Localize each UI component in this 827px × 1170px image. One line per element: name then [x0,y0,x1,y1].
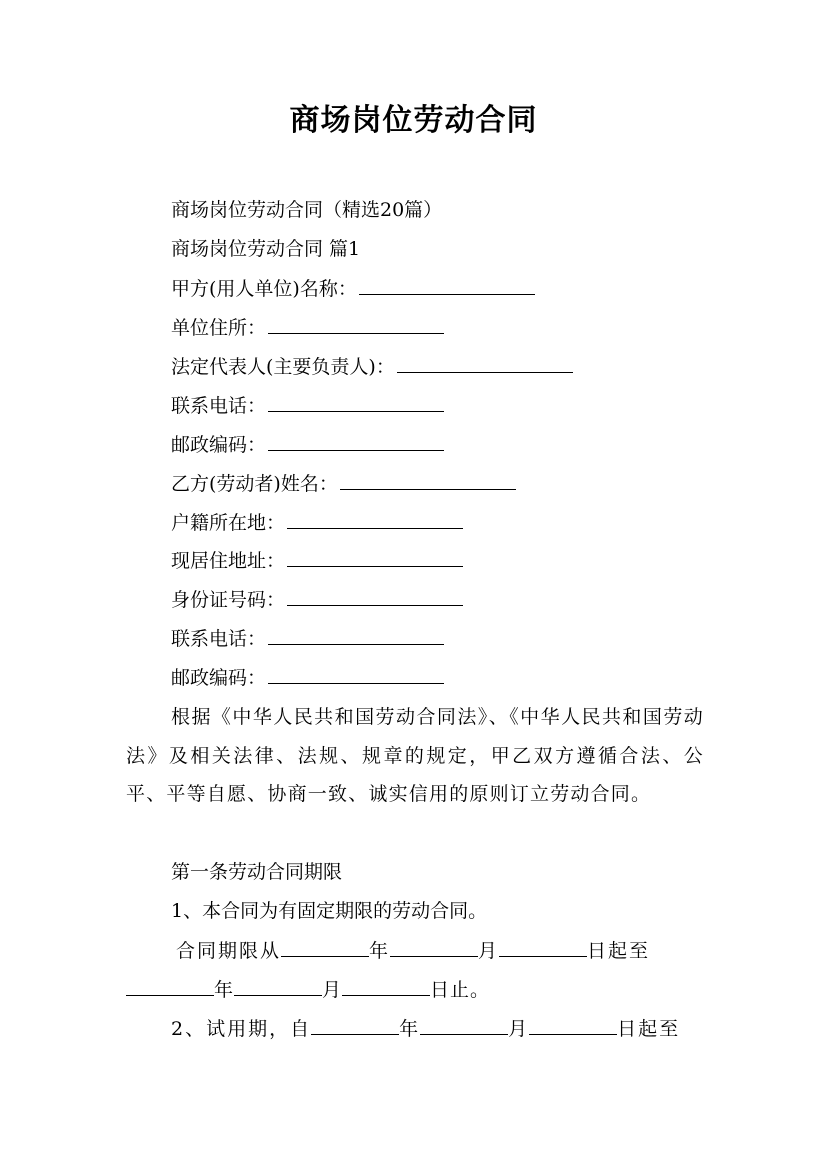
fill-blank [529,1016,617,1035]
term-month-label: 月 [478,940,500,962]
field-party-a-postcode [171,432,444,457]
fill-blank [397,354,573,373]
clause-2-day-from-label: 日起至 [617,1018,681,1040]
field-label: 单位住所： [171,317,267,339]
field-label: 甲方(用人单位)名称： [171,278,357,300]
field-party-a-phone [171,393,444,418]
fill-blank [390,938,478,957]
field-party-b-postcode [171,665,444,690]
document-title: 商场岗位劳动合同 [289,103,538,138]
field-label: 法定代表人(主要负责人)： [171,356,395,378]
fill-blank [126,977,214,996]
fill-blank [359,276,535,295]
fill-blank [234,977,322,996]
fill-blank [287,587,463,606]
field-id-number [171,587,463,612]
term-day-from-label: 日起至 [587,940,651,962]
field-label: 身份证号码： [171,589,286,611]
fill-blank [268,626,444,645]
term-year2-label: 年 [214,979,235,1001]
field-current-address [171,548,463,573]
fill-blank [268,315,444,334]
term-line-1 [176,938,650,963]
clause-2-month-label: 月 [508,1018,530,1040]
field-label: 联系电话： [171,628,267,650]
fill-blank [268,432,444,451]
fill-blank [268,665,444,684]
field-label: 现居住地址： [171,550,286,572]
clause-2-prefix: 2、试用期，自 [171,1018,312,1040]
fill-blank [281,938,369,957]
field-label: 联系电话： [171,395,267,417]
fill-blank [268,393,444,412]
preamble-paragraph: 根据《中华人民共和国劳动合同法》、《中华人民共和国劳动法》及相关法律、法规、规章的规定，甲乙双方遵循合法、公平、平等自愿、协商一致、诚实信用的原则订立劳动合同。 [126,706,704,805]
document-subtitle: 商场岗位劳动合同（精选20篇） [171,199,443,221]
field-company-address [171,315,444,340]
term-year-label: 年 [369,940,391,962]
field-household-registration [171,510,463,535]
field-party-b-name [171,471,516,496]
clause-2-year-label: 年 [399,1018,421,1040]
field-legal-representative [171,354,573,379]
fill-blank [340,471,516,490]
fill-blank [499,938,587,957]
fill-blank [287,510,463,529]
clause-2 [171,1016,680,1041]
term-line-2 [126,977,490,1002]
fill-blank [420,1016,508,1035]
term-month2-label: 月 [322,979,343,1001]
section-heading: 商场岗位劳动合同 篇1 [171,238,361,260]
clause-1: 1、本合同为有固定期限的劳动合同。 [171,900,488,922]
field-label: 邮政编码： [171,667,267,689]
term-day-to-label: 日止。 [430,979,491,1001]
term-prefix: 合同期限从 [176,940,282,962]
field-label: 邮政编码： [171,434,267,456]
field-label: 乙方(劳动者)姓名： [171,473,338,495]
article-heading: 第一条劳动合同期限 [171,861,343,883]
field-party-a-name [171,276,535,301]
field-party-b-phone [171,626,444,651]
field-label: 户籍所在地： [171,512,286,534]
fill-blank [342,977,430,996]
fill-blank [311,1016,399,1035]
fill-blank [287,548,463,567]
